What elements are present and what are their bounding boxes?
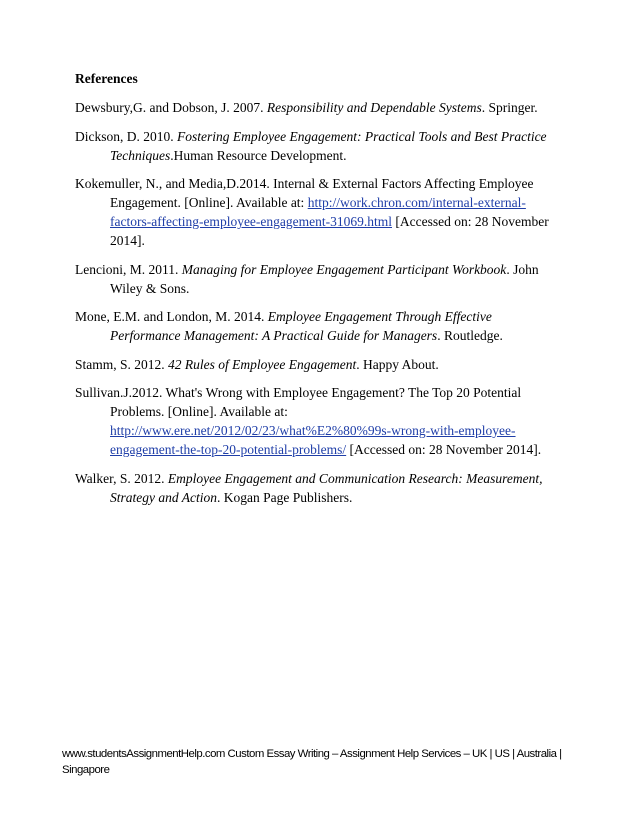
reference-title: Employee Engagement and Communication Research: Measurement, Strategy and Action (110, 470, 543, 505)
reference-entry (75, 260, 565, 298)
reference-publisher: . Routledge. (437, 328, 503, 343)
reference-title: Managing for Employee Engagement Participant Workbook (181, 261, 507, 277)
reference-publisher: . Springer. (481, 100, 538, 115)
reference-link[interactable]: http://work.chron.com/internal-external-factors-affecting-employee-engagement-31069.html (110, 195, 526, 229)
reference-publisher: . Kogan Page Publishers. (217, 489, 353, 505)
reference-entry (75, 469, 565, 507)
reference-publisher: .Human Resource Development. (170, 147, 347, 163)
reference-publisher: . John Wiley & Sons. (110, 261, 539, 296)
reference-text: Lencioni, M. 2011. (75, 261, 182, 277)
page-footer: www.studentsAssignmentHelp.com Custom Essay Writing – Assignment Help Services – UK | US | Australia | Singapore (62, 748, 562, 776)
reference-title: Employee Engagement Through Effective Performance Management: A Practical Guide for Managers (110, 309, 492, 343)
reference-list (75, 98, 565, 516)
reference-publisher: . Happy About. (356, 356, 439, 372)
reference-text: Dickson, D. 2010. (75, 128, 177, 144)
reference-title: Responsibility and Dependable Systems (266, 100, 482, 115)
reference-text: Sullivan.J.2012. What's Wrong with Employee Engagement? The Top 20 Potential Problems. [Online]. Available at: (75, 385, 522, 419)
reference-entry (75, 98, 565, 117)
reference-accessed: [Accessed on: 28 November 2014]. (110, 214, 549, 248)
reference-text: Walker, S. 2012. (75, 470, 168, 486)
reference-text: Dewsbury,G. and Dobson, J. 2007. (75, 100, 267, 115)
reference-text: Mone, E.M. and London, M. 2014. (75, 309, 268, 324)
reference-text: Kokemuller, N., and Media,D.2014. Internal & External Factors Affecting Employee Engagement. [Online]. Available at: (75, 176, 534, 210)
reference-title: Fostering Employee Engagement: Practical Tools and Best Practice Techniques (110, 128, 547, 163)
reference-entry (75, 127, 565, 165)
reference-accessed: [Accessed on: 28 November 2014]. (346, 442, 542, 457)
reference-entry (75, 383, 565, 459)
reference-link[interactable]: http://www.ere.net/2012/02/23/what%E2%80%99s-wrong-with-employee-engagement-the-top-20-potential-problems/ (110, 423, 516, 457)
references-heading: References (75, 71, 138, 86)
reference-text: Stamm, S. 2012. (75, 356, 169, 372)
reference-entry (75, 355, 565, 374)
reference-entry (75, 174, 565, 250)
reference-title: 42 Rules of Employee Engagement (168, 356, 357, 372)
reference-entry (75, 307, 565, 345)
